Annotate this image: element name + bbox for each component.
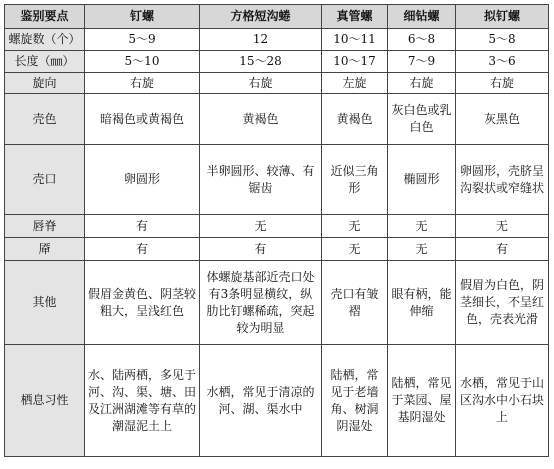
table-cell: 右旋 — [200, 73, 322, 94]
table-cell: 水、陆两栖，多见于河、沟、渠、塘、田及江洲湖滩等有草的潮湿泥土上 — [85, 345, 200, 457]
table-cell: 12 — [200, 29, 322, 51]
row-label: 旋向 — [5, 73, 85, 94]
table-cell: 7～9 — [388, 51, 456, 73]
table-cell: 5～8 — [456, 29, 549, 51]
table-row — [5, 29, 549, 51]
snail-identification-table — [4, 4, 549, 457]
table-cell: 有 — [85, 215, 200, 238]
table-cell: 无 — [388, 215, 456, 238]
table-cell: 灰白色或乳白色 — [388, 94, 456, 145]
table-row — [5, 145, 549, 215]
table-row — [5, 345, 549, 457]
header-cell: 细钻螺 — [388, 5, 456, 29]
table-cell: 左旋 — [322, 73, 388, 94]
table-cell: 有 — [85, 238, 200, 261]
table-cell: 壳口有皱褶 — [322, 261, 388, 345]
table-cell: 无 — [200, 215, 322, 238]
table-row — [5, 94, 549, 145]
header-cell: 方格短沟蜷 — [200, 5, 322, 29]
table-cell: 黄褐色 — [200, 94, 322, 145]
table-cell: 无 — [456, 215, 549, 238]
table-cell: 暗褐色或黄褐色 — [85, 94, 200, 145]
table-cell: 陆栖，常见于菜园、屋基阴湿处 — [388, 345, 456, 457]
table-cell: 卵圆形，壳脐呈沟裂状或窄缝状 — [456, 145, 549, 215]
header-cell: 拟钉螺 — [456, 5, 549, 29]
row-label: 厣 — [5, 238, 85, 261]
table-cell: 卵圆形 — [85, 145, 200, 215]
table-cell: 有 — [200, 238, 322, 261]
row-label: 螺旋数（个） — [5, 29, 85, 51]
table-cell: 6～8 — [388, 29, 456, 51]
table-row — [5, 73, 549, 94]
comparison-table-container — [4, 4, 549, 457]
table-row — [5, 215, 549, 238]
table-cell: 水栖，常见于山区沟水中小石块上 — [456, 345, 549, 457]
table-cell: 3～6 — [456, 51, 549, 73]
header-cell: 真管螺 — [322, 5, 388, 29]
table-row — [5, 51, 549, 73]
table-cell: 有 — [456, 238, 549, 261]
row-label: 栖息习性 — [5, 345, 85, 457]
table-cell: 水栖，常见于清凉的河、湖、渠水中 — [200, 345, 322, 457]
table-cell: 眼有柄，能伸缩 — [388, 261, 456, 345]
table-cell: 10～17 — [322, 51, 388, 73]
table-cell: 近似三角形 — [322, 145, 388, 215]
table-cell: 黄褐色 — [322, 94, 388, 145]
row-label: 其他 — [5, 261, 85, 345]
header-row — [5, 5, 549, 29]
table-cell: 无 — [322, 238, 388, 261]
table-cell: 灰黑色 — [456, 94, 549, 145]
row-label: 壳口 — [5, 145, 85, 215]
table-row — [5, 261, 549, 345]
table-cell: 10～11 — [322, 29, 388, 51]
table-cell: 无 — [322, 215, 388, 238]
table-cell: 陆栖，常见于老墙角、树洞阴湿处 — [322, 345, 388, 457]
table-row — [5, 238, 549, 261]
table-cell: 体螺旋基部近壳口处有3条明显横纹，纵肋比钉螺稀疏，突起较为明显 — [200, 261, 322, 345]
row-label: 唇脊 — [5, 215, 85, 238]
table-cell: 半卵圆形、较薄、有锯齿 — [200, 145, 322, 215]
table-cell: 右旋 — [85, 73, 200, 94]
header-cell: 鉴别要点 — [5, 5, 85, 29]
table-cell: 15～28 — [200, 51, 322, 73]
row-label: 壳色 — [5, 94, 85, 145]
table-cell: 5～10 — [85, 51, 200, 73]
row-label: 长度（㎜） — [5, 51, 85, 73]
table-cell: 5～9 — [85, 29, 200, 51]
header-cell: 钉螺 — [85, 5, 200, 29]
table-cell: 假眉金黄色、阴茎较粗大，呈浅红色 — [85, 261, 200, 345]
table-cell: 假眉为白色，阴茎细长，不呈红色，壳表光滑 — [456, 261, 549, 345]
table-cell: 椭圆形 — [388, 145, 456, 215]
table-cell: 右旋 — [456, 73, 549, 94]
table-cell: 无 — [388, 238, 456, 261]
table-cell: 右旋 — [388, 73, 456, 94]
